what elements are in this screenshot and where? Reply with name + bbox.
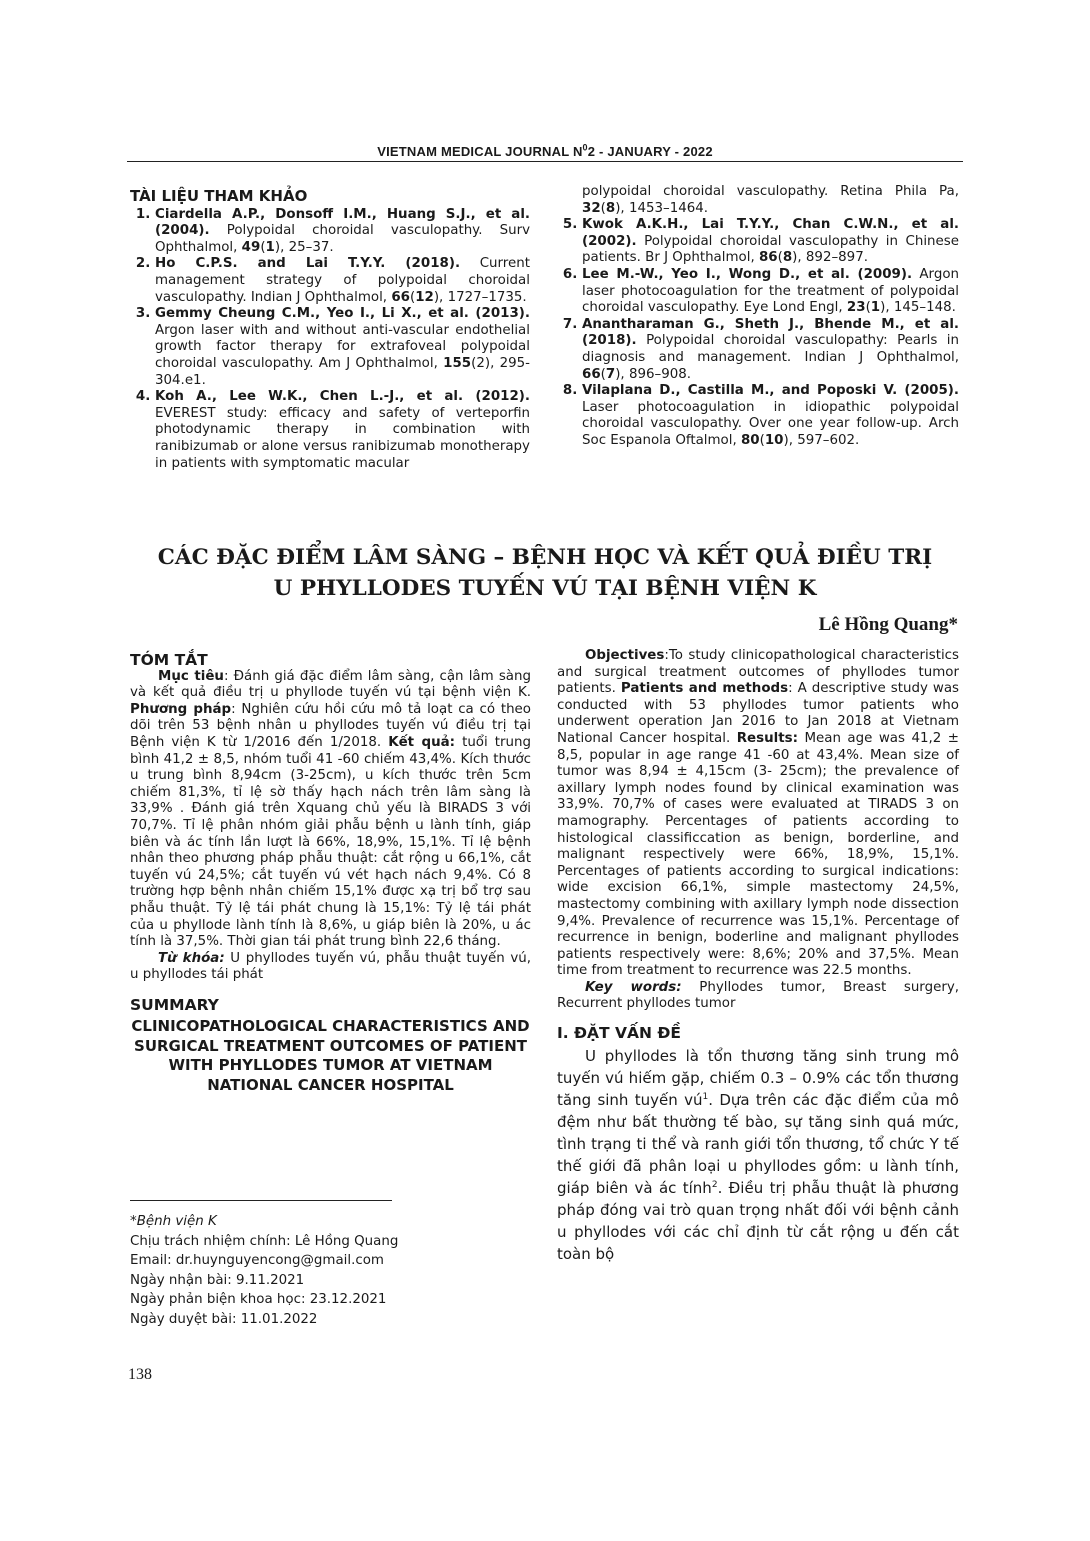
abstract-english [557,648,959,1265]
reference-item: 2. Ho C.P.S. and Lai T.Y.Y. (2018). Current management strategy of polypoidal choroidal vasculopathy. Indian J Ophthalmol, 66(12), 1727–1735. [155,256,530,306]
abstract-en-body: Objectives:To study clinicopathological characteristics and surgical treatment outcomes of phyllodes tumor patients. Patients and methods: A descriptive study was conducted with 53 phyllodes tumor patients who underwent operation Jan 2016 to Jan 2018 at Vietnam National Cancer hospital. Results: Mean age was 41,2 ± 8,5, popular in age range 41 -60 at 43,4%. Mean size of tumor was 8,94 ± 4,15cm (3- 25cm); the prevalence of axillary lymph nodes found by clinical examination was 33,9%. 70,7% of cases were evaluated at TIRADS 3 on mamography. Percentages of patients according to histological classificcation as benign, borderline, and malignant respectively were 66%, 18,9%, 15,1%. Percentages of patients according to surgical indications: wide excision 66,1%, simple mastectomy 24,5%, mastectomy combining with axillary lymph node dissection 9,4%. Prevalence of recurrence was 15,1%. Percentage of recurrence in benign, boderline and malignant phyllodes patients respectively were: 8,6%; 20% and 37,5%. Mean time from treatment to recurrence was 22.5 months. [557,648,960,979]
footnotes [130,1212,530,1329]
summary-heading: SUMMARY [130,995,219,1014]
article-title-line-2: U PHYLLODES TUYẾN VÚ TẠI BỆNH VIỆN K [273,576,817,601]
references-right [557,184,959,450]
footnote-responsible: Chịu trách nhiệm chính: Lê Hồng Quang [130,1233,399,1249]
references-title: TÀI LIỆU THAM KHẢO [130,187,308,205]
abstract-en-keywords: Key words: Phyllodes tumor, Breast surgery, Recurrent phyllodes tumor [557,979,960,1012]
reference-continuation: polypoidal choroidal vasculopathy. Retina Phila Pa, 32(8), 1453–1464. [582,184,959,216]
page-number: 138 [128,1366,152,1383]
references-left [130,188,530,472]
reference-item: 3. Gemmy Cheung C.M., Yeo I., Li X., et al. (2013). Argon laser with and without anti-vascular endothelial growth factor therapy for extrafoveal polypoidal choroidal vasculopathy. Am J Ophthalmol, 155(2), 295-304.e1. [155,306,530,389]
intro-paragraph: U phyllodes là tổn thương tăng sinh trung mô tuyến vú hiếm gặp, chiếm 0.3 – 0.9% các tổn thương tăng sinh tuyến $vú^1$. Dựa trên các đặc điểm của mô đệm như bất thường tế bào, sự tăng sinh quá mức, tình trạng ti thể và ranh giới tổn thương, tổ chức Y tế thế giới đã phân loại u phyllodes gồm: u lành tính, giáp biên và ác tính$^2$. Điều trị phẫu thuật là phương pháp đóng vai trò quan trọng nhất đối với bệnh cảnh u phyllodes với các chỉ định từ cắt rộng u đến cắt toàn bộ [557,1046,959,1263]
footnote-reviewed: Ngày phản biện khoa học: 23.12.2021 [130,1292,387,1307]
intro-heading: I. ĐẶT VẤN ĐỀ [557,1024,681,1043]
footnote-affiliation: *Bệnh viện K [130,1214,217,1229]
reference-item: 6. Lee M.-W., Yeo I., Wong D., et al. (2009). Argon laser photocoagulation for the treatment of polypoidal choroidal vasculopathy. Eye Lond Engl, 23(1), 145–148. [582,267,959,317]
abstract-keywords: Từ khóa: U phyllodes tuyến vú, phẫu thuật tuyến vú, u phyllodes tái phát [130,950,531,983]
reference-item: 5. Kwok A.K.H., Lai T.Y.Y., Chan C.W.N., et al. (2002). Polypoidal choroidal vasculopathy in Chinese patients. Br J Ophthalmol, 86(8), 892–897. [582,217,959,267]
footnote-received: Ngày nhận bài: 9.11.2021 [130,1272,305,1288]
journal-header: VIETNAM MEDICAL JOURNAL $N^02$ - JANUARY - 2022 [377,142,713,159]
article-title [127,542,963,604]
reference-list-left [130,207,530,473]
reference-item: 4. Koh A., Lee W.K., Chen L.-J., et al. (2012). EVEREST study: efficacy and safety of verteporfin photodynamic therapy in combination with ranibizumab or alone versus ranibizumab monotherapy in patients with symptomatic macular [155,389,530,472]
reference-item: 7. Anantharaman G., Sheth J., Bhende M., et al. (2018). Polypoidal choroidal vasculopathy: Pearls in diagnosis and management. Indian J Ophthalmol, 66(7), 896–908. [582,317,959,383]
reference-list-right [557,217,959,449]
abstract-heading: TÓM TẮT [130,651,208,669]
summary-title: CLINICOPATHOLOGICAL CHARACTERISTICS AND SURGICAL TREATMENT OUTCOMES OF PATIENT WITH PHYLLODES TUMOR AT VIETNAM NATIONAL CANCER HOSPITAL [131,1017,530,1094]
reference-item: 1. Ciardella A.P., Donsoff I.M., Huang S.J., et al. (2004). Polypoidal choroidal vasculopathy. Surv Ophthalmol, 49(1), 25–37. [155,207,530,257]
reference-item: 8. Vilaplana D., Castilla M., and Poposki V. (2005). Laser photocoagulation in idiopathic polypoidal choroidal vasculopathy. Over one year follow-up. Arch Soc Espanola Oftalmol, 80(10), 597–602. [582,383,959,449]
abstract-body: Mục tiêu: Đánh giá đặc điểm lâm sàng, cận lâm sàng và kết quả điều trị u phyllode tuyến vú tại bệnh viện K. Phương pháp: Nghiên cứu hồi cứu mô tả loạt ca có theo dõi trên 53 bệnh nhân u phyllodes tuyến vú điều trị tại Bệnh viện K từ 1/2016 đến 1/2018. Kết quả: tuổi trung bình 41,2 ± 8,5, nhóm tuổi 41 -60 chiếm 43,4%. Kích thước u trung bình 8,94cm (3-25cm), u kích thước trên 5cm chiếm 81,3%, tỉ lệ sờ thấy hạch nách trên lâm sàng là 33,9% . Đánh giá trên Xquang chủ yếu là BIRADS 3 với 70,7%. Tỉ lệ phân nhóm giải phẫu bệnh u lành tính, giáp biên và ác tính lần lượt là 66%, 18,9%, 15,1%. Tỉ lệ bệnh nhân theo phương pháp phẫu thuật: cắt rộng u 66,1%, cắt tuyến vú 24,5%; cắt tuyến vú vét hạch nách 9,4%. Có 8 trường hợp bệnh nhân chiếm 15,1% được xạ trị bổ trợ sau phẫu thuật. Tỷ lệ tái phát chung là 15,1%: Tỷ lệ tái phát của u phyllode lành tính là 8,6%, u giáp biên là 20%, u ác tính là 37,5%. Thời gian tái phát trung bình 22,6 tháng. [130,668,531,950]
article-title-line-1: CÁC ĐẶC ĐIỂM LÂM SÀNG – BỆNH HỌC VÀ KẾT QUẢ ĐIỀU TRỊ [157,545,933,570]
abstract-vietnamese [130,652,531,1095]
footnote-rule [130,1200,392,1201]
header-rule [127,161,963,162]
footnote-email: Email: dr.huynguyencong@gmail.com [130,1253,384,1268]
footnote-accepted: Ngày duyệt bài: 11.01.2022 [130,1311,318,1327]
article-author: Lê Hồng Quang* [818,614,958,635]
